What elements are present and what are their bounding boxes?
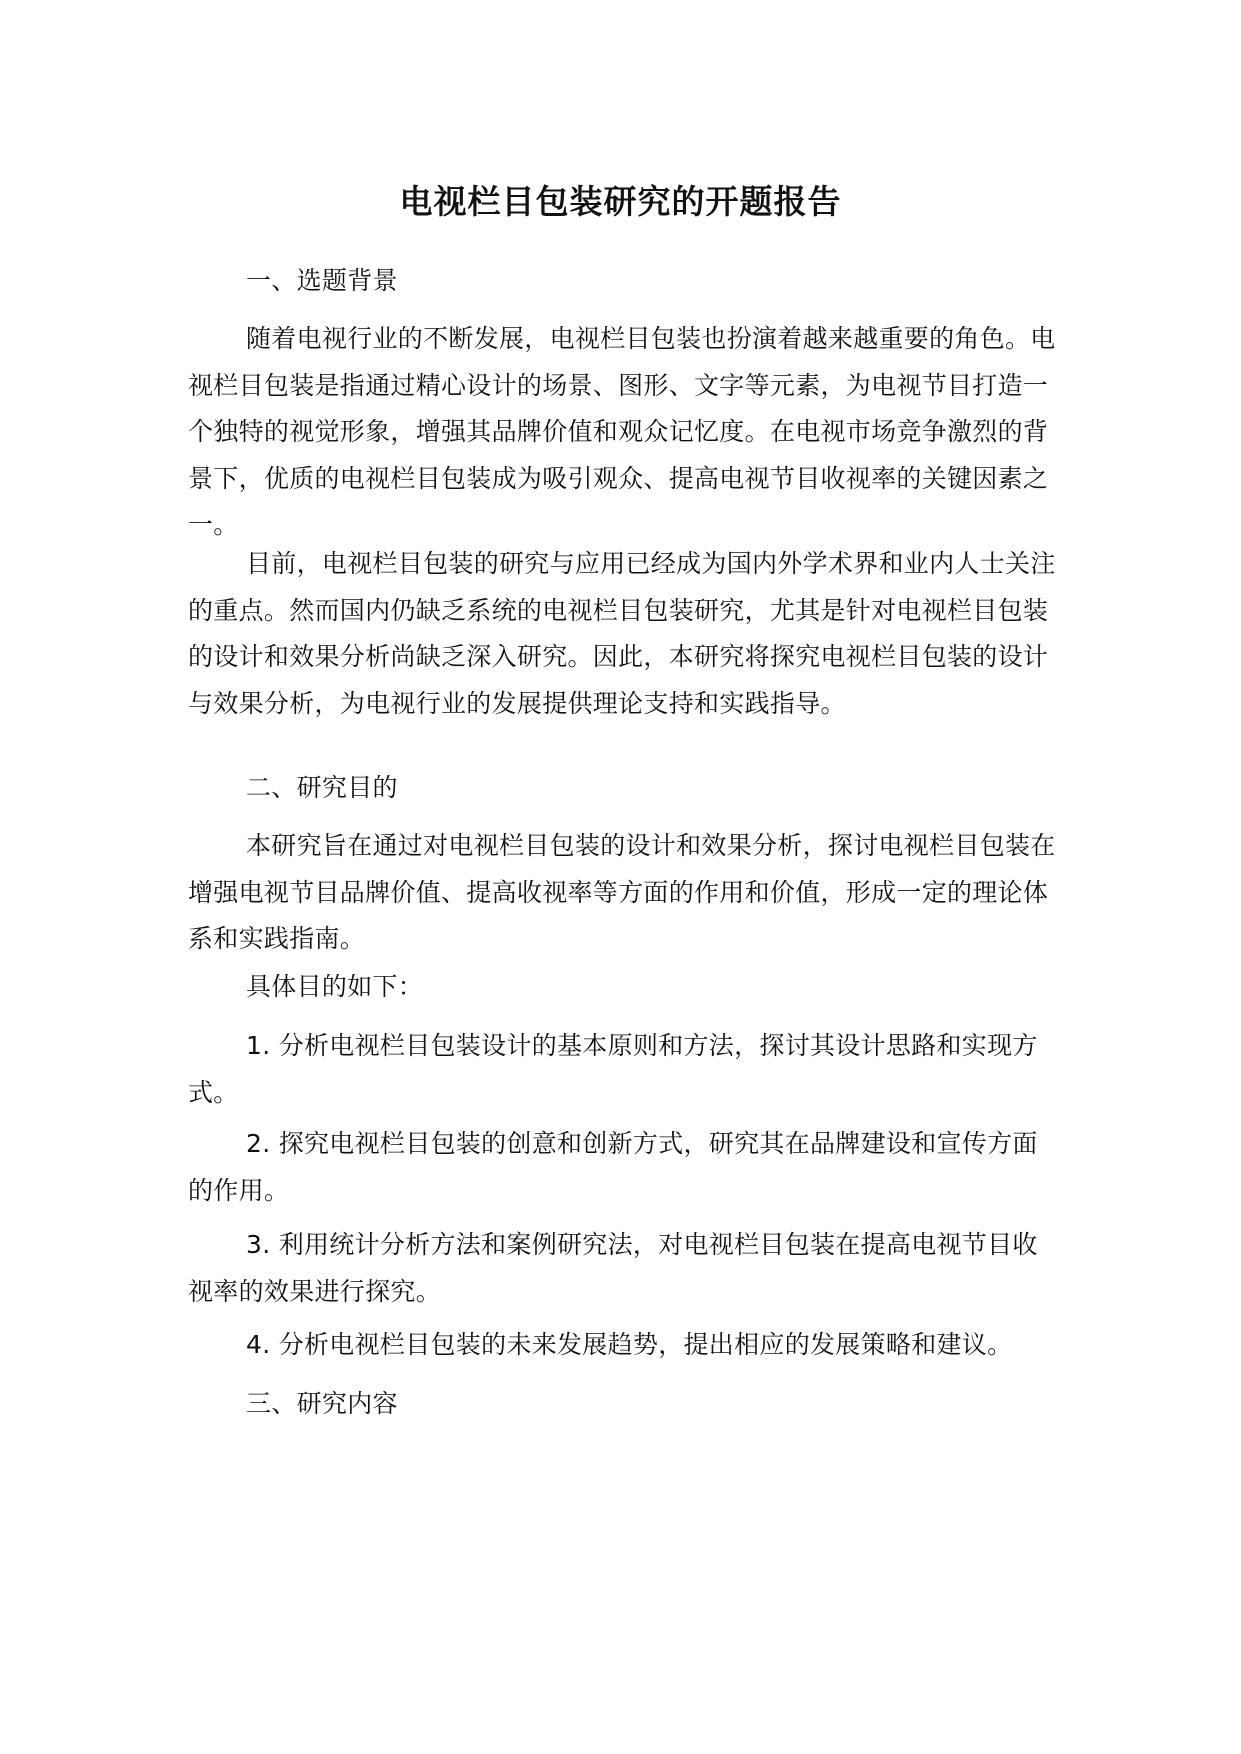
paragraph-purpose-list-intro: 具体目的如下：	[246, 972, 424, 1001]
section-heading-content: 三、研究内容	[246, 1389, 398, 1418]
list-item-3: 3. 利用统计分析方法和案例研究法，对电视栏目包装在提高电视节目收视率的效果进行探究。	[188, 1230, 1038, 1306]
list-item-2: 2. 探究电视栏目包装的创意和创新方式，研究其在品牌建设和宣传方面的作用。	[188, 1129, 1038, 1205]
section-heading-background: 一、选题背景	[246, 266, 398, 295]
paragraph-purpose-1: 本研究旨在通过对电视栏目包装的设计和效果分析，探讨电视栏目包装在增强电视节目品牌价值、提高收视率等方面的作用和价值，形成一定的理论体系和实践指南。	[188, 831, 1056, 953]
paragraph-background-2: 目前，电视栏目包装的研究与应用已经成为国内外学术界和业内人士关注的重点。然而国内仍缺乏系统的电视栏目包装研究，尤其是针对电视栏目包装的设计和效果分析尚缺乏深入研究。因此，本研究将探究电视栏目包装的设计与效果分析，为电视行业的发展提供理论支持和实践指导。	[188, 549, 1056, 718]
list-item-1: 1. 分析电视栏目包装设计的基本原则和方法，探讨其设计思路和实现方式。	[188, 1031, 1038, 1107]
list-item-4: 4. 分析电视栏目包装的未来发展趋势，提出相应的发展策略和建议。	[246, 1330, 1013, 1359]
section-heading-purpose: 二、研究目的	[246, 773, 398, 802]
paragraph-background-1: 随着电视行业的不断发展，电视栏目包装也扮演着越来越重要的角色。电视栏目包装是指通过精心设计的场景、图形、文字等元素，为电视节目打造一个独特的视觉形象，增强其品牌价值和观众记忆度。在电视市场竞争激烈的背景下，优质的电视栏目包装成为吸引观众、提高电视节目收视率的关键因素之一。	[188, 324, 1056, 539]
document-title: 电视栏目包装研究的开题报告	[399, 182, 842, 221]
